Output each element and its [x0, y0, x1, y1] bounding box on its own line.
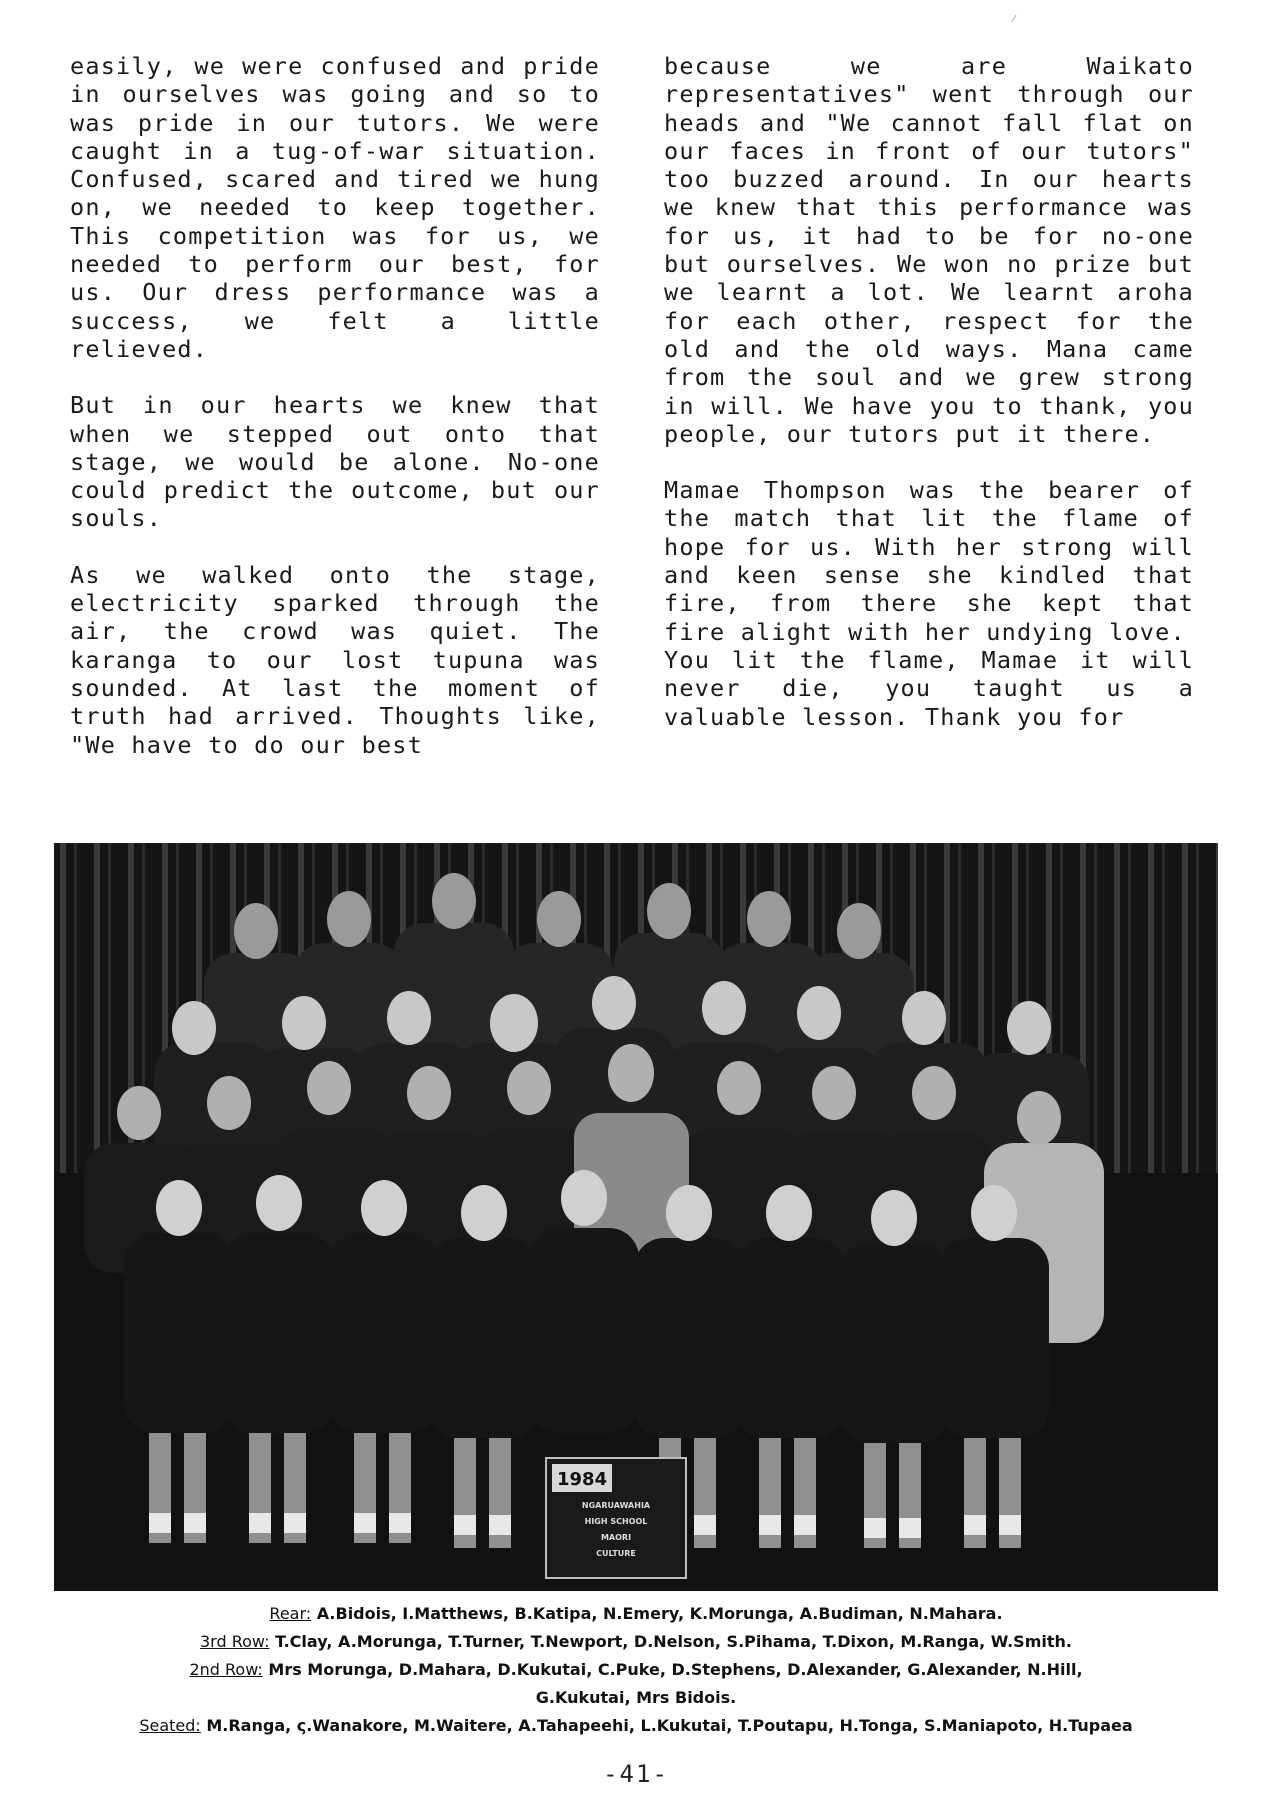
- article-left-column: [70, 52, 600, 759]
- caption-third-row: [30, 1628, 1242, 1656]
- photo-caption: [30, 1600, 1242, 1740]
- right-paragraph-3: You lit the flame, Mamae it will never die, you taught us a valuable lesson. Thank you for: [664, 645, 1194, 731]
- caption-seated: [30, 1712, 1242, 1740]
- page-number: -41-: [603, 1760, 669, 1788]
- sign-line-1: NGARUAWAHIA: [581, 1501, 651, 1510]
- right-paragraph-1: because we are Waikato representatives" went through our heads and "We cannot fall flat on our faces in front of our tutors" too buzzed around. In our hearts we knew that this performance was for us, it had to be for no-one but ourselves. We won no prize but we learnt a lot. We learnt aroha for each other, respect for the old and the old ways. Mana came from the soul and we grew strong in will. We have you to thank, you people, our tutors put it there.: [664, 52, 1194, 448]
- article-right-column: [664, 52, 1194, 731]
- sign-year: 1984: [557, 1469, 608, 1490]
- caption-second-row-label: 2nd Row:: [189, 1660, 263, 1679]
- sign-line-2: HIGH SCHOOL: [584, 1517, 648, 1526]
- group-photo: [54, 843, 1218, 1591]
- caption-second-row: [30, 1656, 1242, 1684]
- sign-line-4: CULTURE: [596, 1549, 636, 1558]
- right-paragraph-2: Mamae Thompson was the bearer of the match that lit the flame of hope for us. With her strong will and keen sense she kindled that fire, from there she kept that fire alight with her undying love.: [664, 476, 1194, 646]
- scan-mark: ⁄: [1013, 14, 1015, 25]
- caption-second-row-names: Mrs Morunga, D.Mahara, D.Kukutai, C.Puke, D.Stephens, D.Alexander, G.Alexander, N.Hill,: [268, 1660, 1083, 1679]
- caption-seated-label: Seated:: [139, 1716, 201, 1735]
- caption-second-row-cont: G.Kukutai, Mrs Bidois.: [535, 1688, 737, 1707]
- left-paragraph-2: But in our hearts we knew that when we stepped out onto that stage, we would be alone. No-one could predict the outcome, but our souls.: [70, 391, 600, 533]
- group-photo-illustration: [54, 843, 1218, 1591]
- sign-line-3: MAORI: [600, 1533, 632, 1542]
- caption-third-row-names: T.Clay, A.Morunga, T.Turner, T.Newport, D.Nelson, S.Pihama, T.Dixon, M.Ranga, W.Smith.: [275, 1632, 1072, 1651]
- caption-rear-names: A.Bidois, I.Matthews, B.Katipa, N.Emery, K.Morunga, A.Budiman, N.Mahara.: [316, 1604, 1003, 1623]
- caption-seated-names: M.Ranga, ς.Wanakore, M.Waitere, A.Tahapeehi, L.Kukutai, T.Poutapu, H.Tonga, S.Maniapoto, H.Tupaea: [206, 1716, 1133, 1735]
- left-paragraph-3: As we walked onto the stage, electricity sparked through the air, the crowd was quiet. The karanga to our lost tupuna was sounded. At last the moment of truth had arrived. Thoughts like, "We have to do our best: [70, 560, 600, 759]
- left-paragraph-1: easily, we were confused and pride in ourselves was going and so to was pride in our tutors. We were caught in a tug-of-war situation. Confused, scared and tired we hung on, we needed to keep together. This competition was for us, we needed to perform our best, for us. Our dress performance was a success, we felt a little relieved.: [70, 52, 600, 363]
- caption-rear-label: Rear:: [269, 1604, 312, 1623]
- caption-rear: [30, 1600, 1242, 1628]
- caption-third-row-label: 3rd Row:: [200, 1632, 270, 1651]
